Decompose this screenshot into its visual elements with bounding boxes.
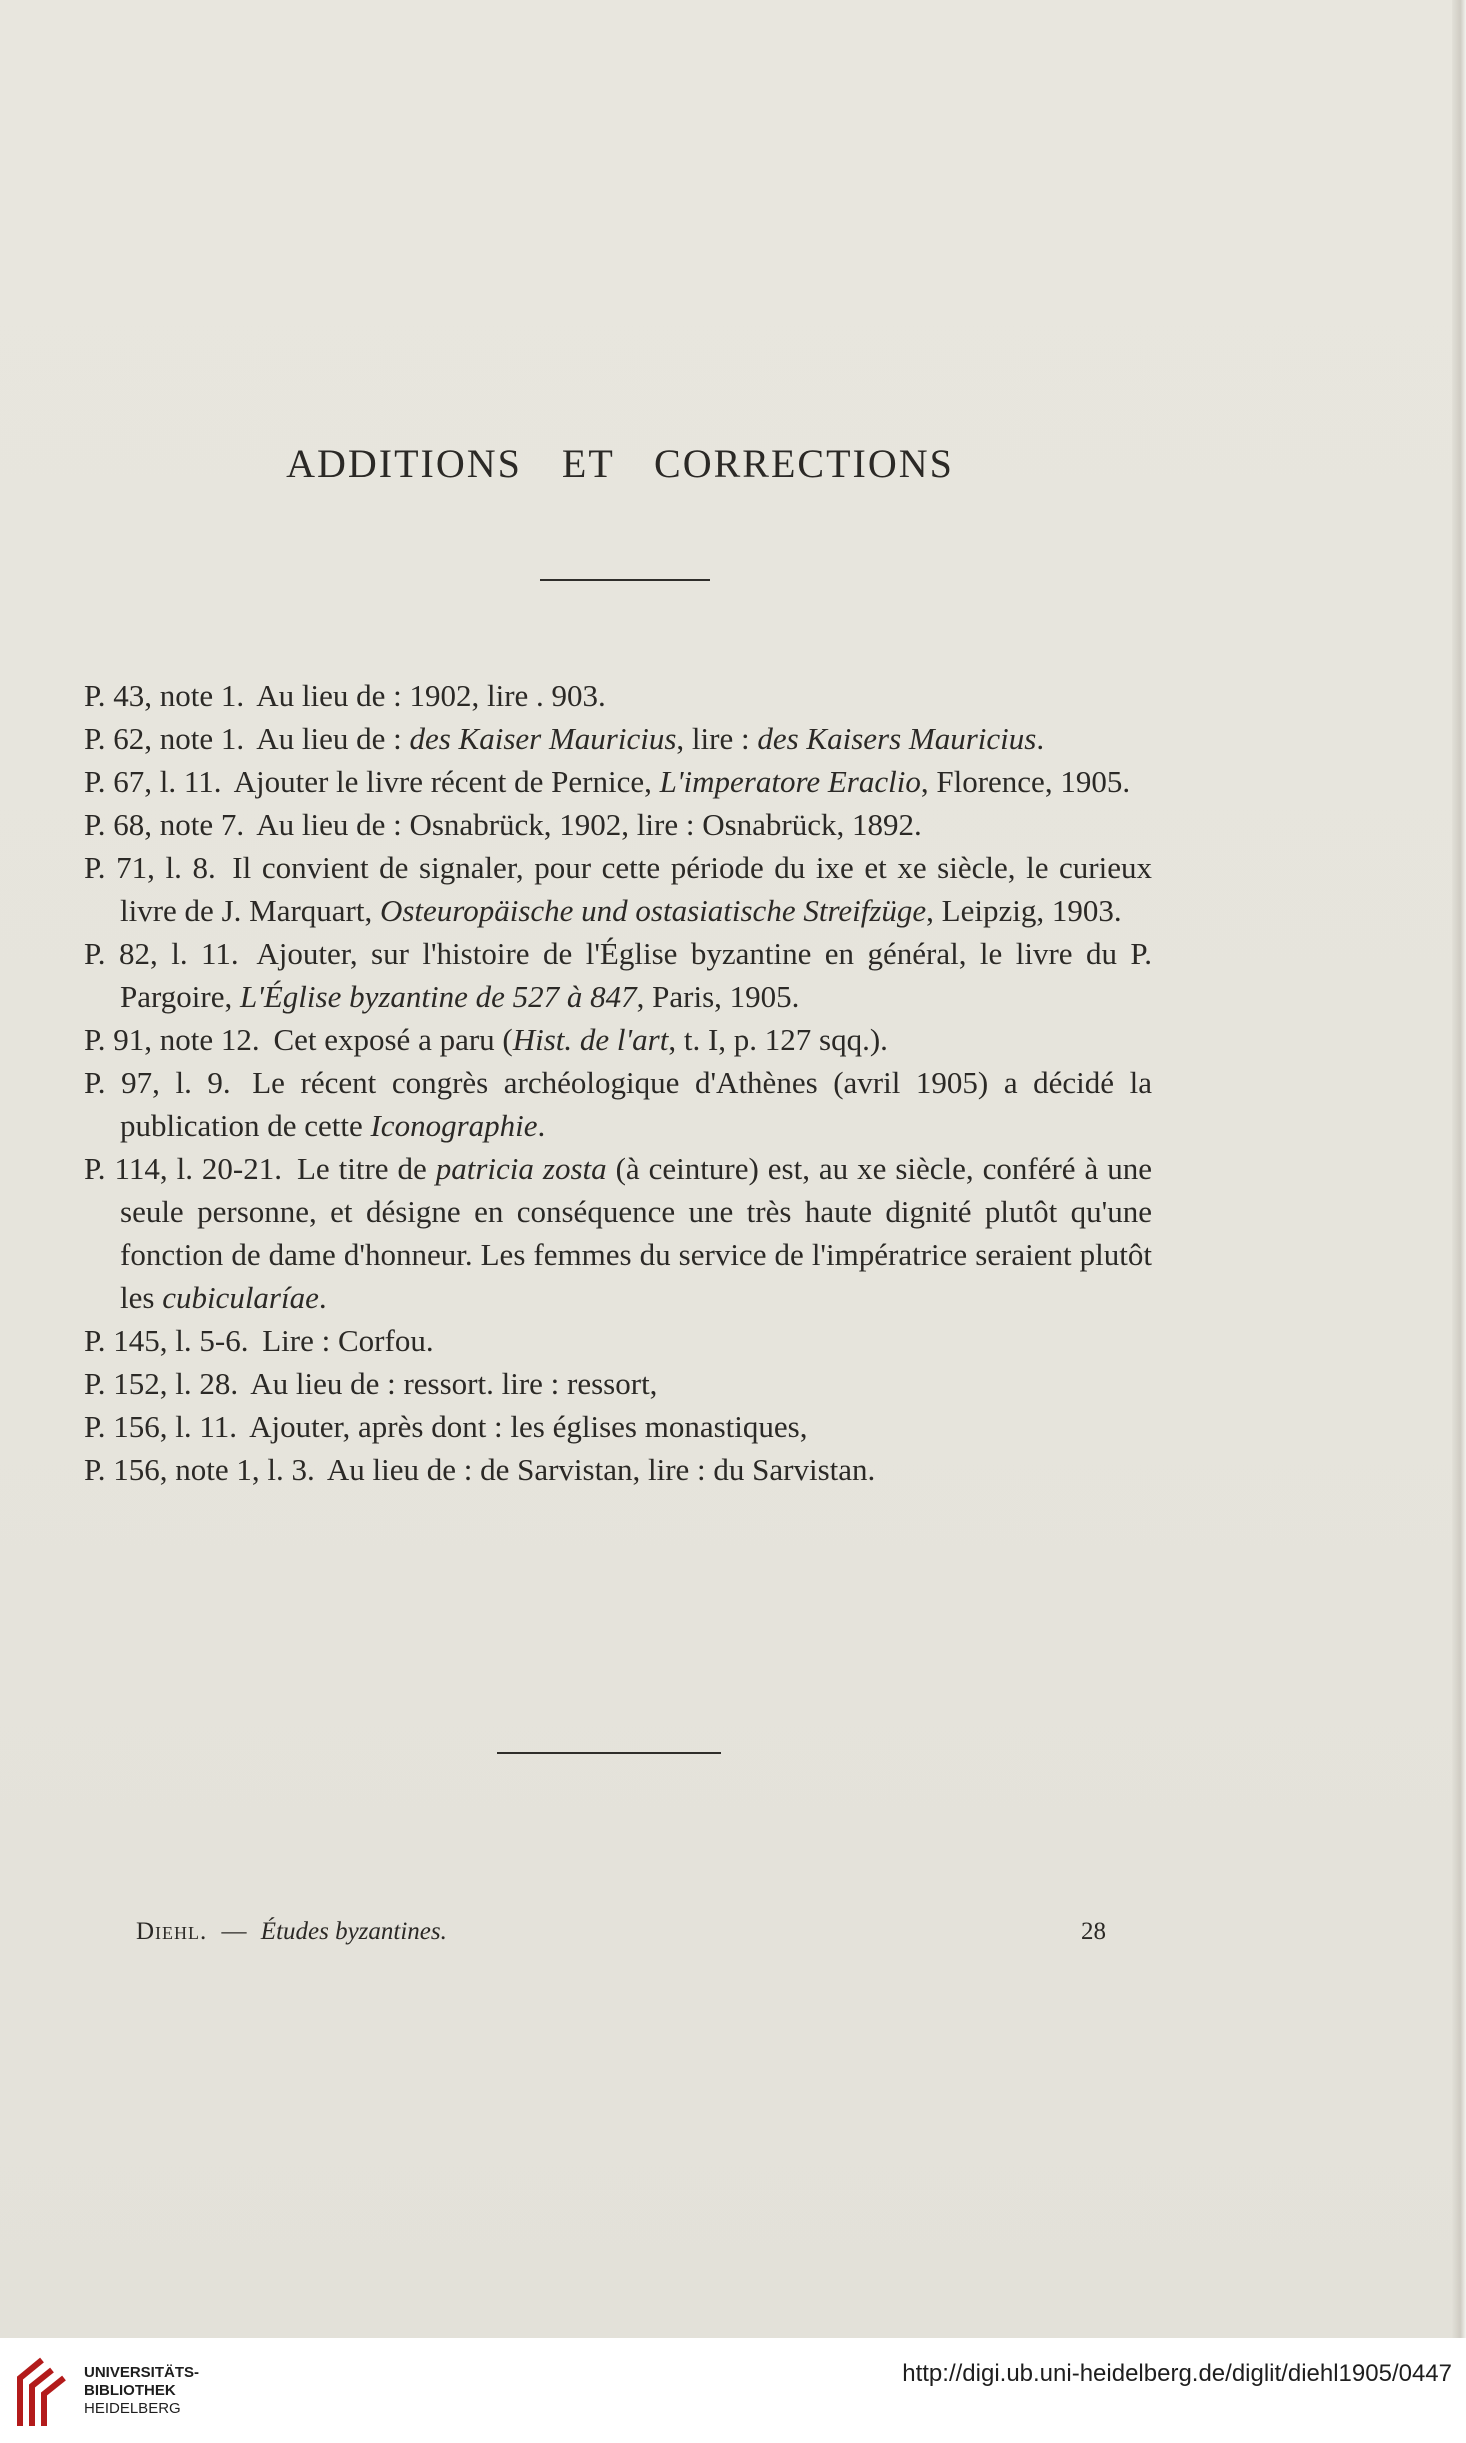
entry-text: Au lieu de : Osnabrück, 1902, lire : Osnabrück, 1892. — [256, 807, 922, 842]
library-bar — [0, 2338, 1466, 2443]
entry-text: Il convient de signaler, pour cette période du ixe et xe siècle, le curieux livre de J. Marquart, — [120, 850, 1153, 928]
entry-reference: P. 145, l. 5-6. — [84, 1323, 249, 1358]
entry-italic-text: des Kaiser Mauricius — [409, 721, 677, 756]
entry-text: Le titre de — [296, 1151, 436, 1186]
entry-italic-text: Hist. de l'art — [512, 1022, 669, 1057]
entry-text: Au lieu de : — [256, 721, 410, 756]
entry-italic-text: patricia zosta — [435, 1151, 607, 1186]
entry-text: Ajouter, après dont : les églises monastiques, — [249, 1409, 808, 1444]
university-library-logo-icon — [12, 2356, 72, 2428]
library-name-line3: HEIDELBERG — [84, 2400, 181, 2417]
entry-reference: P. 71, l. 8. — [84, 850, 216, 885]
entry-italic-text: cubicularíae — [162, 1280, 319, 1315]
entry-reference: P. 156, l. 11. — [84, 1409, 238, 1444]
entry-text: , Florence, 1905. — [920, 764, 1131, 799]
footer-sheet-number: 28 — [1081, 1918, 1106, 1945]
page-title: ADDITIONS ET CORRECTIONS — [286, 441, 954, 486]
entry-italic-text: L'Église byzantine de 527 à 847 — [239, 979, 637, 1014]
entry-reference: P. 114, l. 20-21. — [84, 1151, 282, 1186]
correction-entry — [84, 1362, 1152, 1405]
library-name — [84, 2364, 199, 2418]
entry-text: Ajouter, sur l'histoire de l'Église byzantine en général, le livre du P. Pargoire, — [120, 936, 1152, 1014]
correction-entry — [84, 1319, 1152, 1362]
entry-text: Lire : Corfou. — [262, 1323, 434, 1358]
entry-reference: P. 62, note 1. — [84, 721, 245, 756]
correction-entry — [84, 1448, 1152, 1491]
correction-entry — [84, 1405, 1152, 1448]
entry-text: Le récent congrès archéologique d'Athènes (avril 1905) a décidé la publication de cette — [120, 1065, 1153, 1143]
entry-italic-text: Iconographie — [370, 1108, 538, 1143]
library-name-line1: UNIVERSITÄTS- — [84, 2364, 200, 2381]
title-rule — [540, 579, 710, 581]
entry-reference: P. 152, l. 28. — [84, 1366, 239, 1401]
entry-reference: P. 82, l. 11. — [84, 936, 239, 971]
entry-reference: P. 91, note 12. — [84, 1022, 260, 1057]
correction-entry — [84, 760, 1152, 803]
correction-entry — [84, 1147, 1152, 1319]
correction-entry — [84, 1018, 1152, 1061]
page-footer — [136, 1918, 1106, 1946]
entry-reference: P. 97, l. 9. — [84, 1065, 231, 1100]
entry-text: , t. I, p. 127 sqq.). — [668, 1022, 888, 1057]
correction-entry — [84, 1061, 1152, 1147]
entry-text: Cet exposé a paru ( — [273, 1022, 513, 1057]
entry-text: . — [318, 1280, 327, 1315]
entry-text: . — [1036, 721, 1045, 756]
entry-text: . — [537, 1108, 546, 1143]
correction-entry — [84, 717, 1152, 760]
entry-text: Au lieu de : de Sarvistan, lire : du Sarvistan. — [326, 1452, 876, 1487]
footer-book-title: Études byzantines. — [260, 1918, 447, 1945]
end-rule — [497, 1752, 721, 1754]
entry-reference: P. 67, l. 11. — [84, 764, 222, 799]
entry-text: , lire : — [676, 721, 758, 756]
entry-reference: P. 68, note 7. — [84, 807, 245, 842]
entry-reference: P. 156, note 1, l. 3. — [84, 1452, 315, 1487]
footer-author: Diehl. — [136, 1918, 208, 1945]
entry-reference: P. 43, note 1. — [84, 678, 245, 713]
correction-entry — [84, 674, 1152, 717]
entry-text: (à ceinture) est, au xe siècle, conféré à une seule personne, et désigne en conséquence une très haute dignité plutôt qu'une fonction de dame d'honneur. Les femmes du service de l'impératrice seraient plutôt les — [120, 1151, 1153, 1315]
correction-entry — [84, 846, 1152, 932]
entry-italic-text: L'imperatore Eraclio — [659, 764, 921, 799]
correction-entry — [84, 803, 1152, 846]
entry-text: Ajouter le livre récent de Pernice, — [233, 764, 660, 799]
correction-entry — [84, 932, 1152, 1018]
entry-italic-text: Osteuropäische und ostasiatische Streifzüge — [379, 893, 927, 928]
footer-signature — [136, 1918, 447, 1946]
permalink-url[interactable]: http://digi.ub.uni-heidelberg.de/diglit/diehl1905/0447 — [902, 2360, 1452, 2387]
library-name-line2: BIBLIOTHEK — [84, 2382, 176, 2399]
entry-text: Au lieu de : ressort. lire : ressort, — [250, 1366, 658, 1401]
footer-separator: — — [221, 1918, 247, 1945]
page-edge — [1452, 0, 1466, 2338]
entry-text: , Paris, 1905. — [636, 979, 800, 1014]
entry-italic-text: des Kaisers Mauricius — [757, 721, 1037, 756]
entry-text: Au lieu de : 1902, lire . 903. — [256, 678, 606, 713]
corrections-list — [84, 674, 1152, 1491]
entry-text: , Leipzig, 1903. — [926, 893, 1122, 928]
